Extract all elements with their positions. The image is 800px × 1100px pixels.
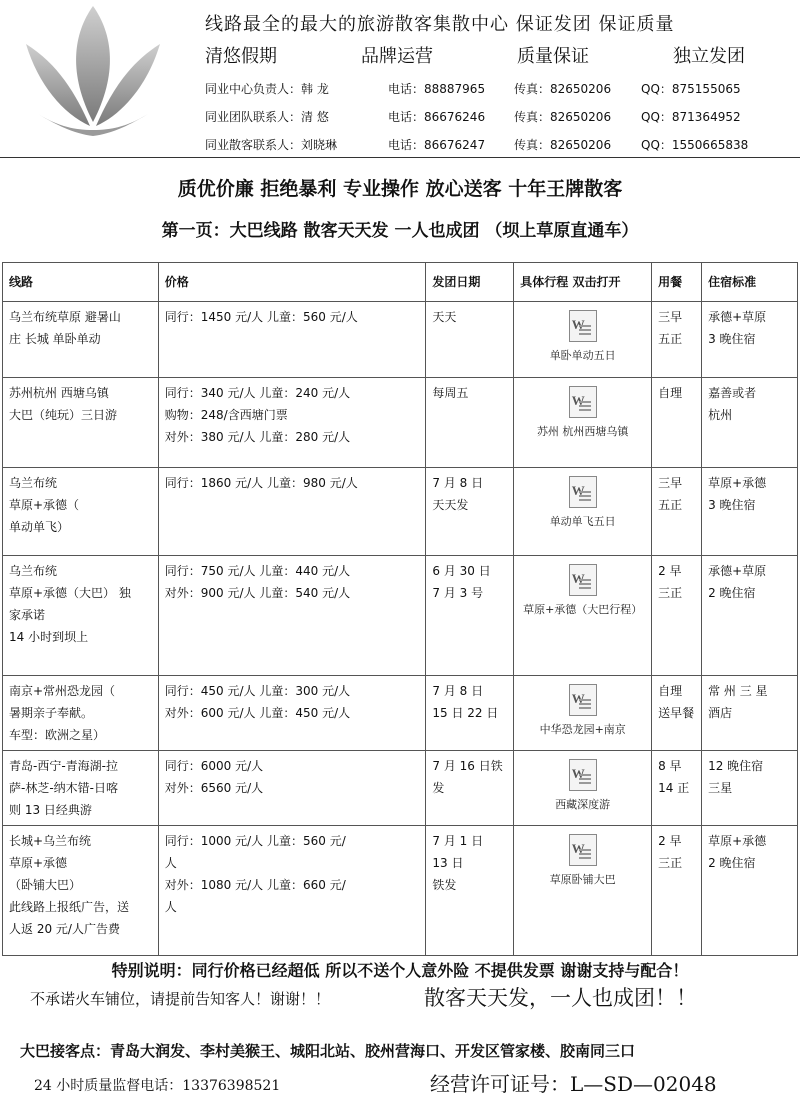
price-cell-line: 同行：6000 元/人 <box>164 759 264 773</box>
stay-cell <box>702 556 798 676</box>
itinerary-doc-name[interactable]: 中华恐龙园+南京 <box>539 723 626 736</box>
date-cell <box>426 378 514 468</box>
contact-fax: 传真：82650206 <box>514 82 612 96</box>
itinerary-doc-name[interactable]: 草原卧铺大巴 <box>549 873 616 886</box>
price-cell-line: 同行：1860 元/人 儿童：980 元/人 <box>164 476 358 490</box>
route-cell-line: （卧铺大巴） <box>9 878 82 892</box>
date-cell-line: 7 月 8 日 <box>432 476 484 490</box>
stay-cell <box>702 751 798 826</box>
meal-cell-line: 2 早 <box>658 834 682 848</box>
meal-cell-line: 自理 <box>658 684 683 698</box>
routes-table <box>2 262 798 956</box>
route-cell <box>3 378 159 468</box>
price-cell <box>158 826 426 956</box>
stay-cell-line: 承德+草原 <box>708 564 767 578</box>
itinerary-doc-name[interactable]: 单卧单动五日 <box>549 349 616 362</box>
route-cell-line: 此线路上报纸广告，送 <box>9 900 130 914</box>
stay-cell-line: 草原+承德 <box>708 834 767 848</box>
service-item: 清悠假期 <box>205 46 277 67</box>
route-cell-line: 长城+乌兰布统 <box>9 834 92 848</box>
price-cell-line: 对外：600 元/人 儿童：450 元/人 <box>164 706 351 720</box>
price-cell-line: 同行：750 元/人 儿童：440 元/人 <box>164 564 351 578</box>
itinerary-doc-name[interactable]: 西藏深度游 <box>555 798 611 811</box>
contact-row <box>205 108 800 125</box>
itinerary-cell[interactable] <box>514 302 652 378</box>
word-document-icon[interactable] <box>569 386 597 418</box>
route-cell-line: 乌兰布统 <box>9 476 58 490</box>
column-header: 具体行程 双击打开 <box>514 263 652 302</box>
route-cell-line: 草原+承德 <box>9 856 68 870</box>
stay-cell-line: 2 晚住宿 <box>708 856 756 870</box>
price-cell-line: 对外：1080 元/人 儿童：660 元/ <box>164 878 346 892</box>
column-header: 用餐 <box>652 263 702 302</box>
stay-cell-line: 草原+承德 <box>708 476 767 490</box>
meal-cell-line: 14 正 <box>658 781 690 795</box>
price-cell <box>158 676 426 751</box>
date-cell-line: 天天 <box>432 310 457 324</box>
route-cell-line: 草原+承德（ <box>9 498 80 512</box>
contact-qq: QQ：871364952 <box>641 110 741 124</box>
price-cell <box>158 556 426 676</box>
contact-row <box>205 80 800 97</box>
table-row <box>3 676 798 751</box>
contact-tel: 电话：86676247 <box>388 138 486 152</box>
word-document-icon[interactable] <box>569 476 597 508</box>
page-subtitle: 第一页：大巴线路 散客天天发 一人也成团 （坝上草原直通车） <box>161 221 639 241</box>
date-cell <box>426 556 514 676</box>
lotus-logo-icon <box>18 4 168 144</box>
stay-cell-line: 2 晚住宿 <box>708 586 756 600</box>
word-document-icon[interactable] <box>569 834 597 866</box>
date-cell <box>426 676 514 751</box>
contact-role: 同业团队联系人：清 悠 <box>205 110 329 124</box>
slogan: 质优价廉 拒绝暴利 专业操作 放心送客 十年王牌散客 <box>177 178 623 200</box>
stay-cell-line: 三星 <box>708 781 733 795</box>
quality-hotline: 24 小时质量监督电话：13376398521 <box>34 1078 281 1094</box>
stay-cell <box>702 302 798 378</box>
price-cell <box>158 751 426 826</box>
meal-cell <box>652 556 702 676</box>
price-cell <box>158 302 426 378</box>
itinerary-cell[interactable] <box>514 468 652 556</box>
route-cell-line: 乌兰布统草原 避暑山 <box>9 310 121 324</box>
meal-cell <box>652 378 702 468</box>
stay-cell-line: 3 晚住宿 <box>708 332 756 346</box>
table-row <box>3 556 798 676</box>
itinerary-cell[interactable] <box>514 556 652 676</box>
stay-cell-line: 酒店 <box>708 706 733 720</box>
stay-cell-line: 3 晚住宿 <box>708 498 756 512</box>
contact-role: 同业散客联系人：刘晓琳 <box>205 138 338 152</box>
column-header: 线路 <box>3 263 159 302</box>
word-document-icon[interactable] <box>569 759 597 791</box>
contact-fax: 传真：82650206 <box>514 138 612 152</box>
date-cell-line: 铁发 <box>432 878 457 892</box>
route-cell-line: 单动单飞） <box>9 520 70 534</box>
route-cell-line: 则 13 日经典游 <box>9 803 92 817</box>
contact-qq: QQ：1550665838 <box>641 138 749 152</box>
meal-cell-line: 2 早 <box>658 564 682 578</box>
itinerary-cell[interactable] <box>514 751 652 826</box>
route-cell-line: 苏州杭州 西塘乌镇 <box>9 386 109 400</box>
route-cell-line: 家承诺 <box>9 608 46 622</box>
header <box>0 0 800 160</box>
stay-cell <box>702 378 798 468</box>
route-cell-line: 车型：欧洲之星） <box>9 728 106 742</box>
service-item: 独立发团 <box>673 46 745 67</box>
stay-cell <box>702 468 798 556</box>
date-cell-line: 发 <box>432 781 445 795</box>
word-document-icon[interactable] <box>569 310 597 342</box>
service-list <box>205 42 745 68</box>
table-row <box>3 826 798 956</box>
license-number: 经营许可证号：L—SD—02048 <box>430 1072 717 1096</box>
meal-cell <box>652 676 702 751</box>
route-cell <box>3 468 159 556</box>
date-cell-line: 15 日 22 日 <box>432 706 499 720</box>
route-cell-line: 乌兰布统 <box>9 564 58 578</box>
date-cell-line: 7 月 1 日 <box>432 834 484 848</box>
stay-cell <box>702 826 798 956</box>
column-header: 住宿标准 <box>702 263 798 302</box>
route-cell-line: 14 小时到坝上 <box>9 630 89 644</box>
stay-cell-line: 常 州 三 星 <box>708 684 768 698</box>
meal-cell <box>652 302 702 378</box>
route-cell-line: 人返 20 元/人广告费 <box>9 922 120 936</box>
itinerary-doc-name[interactable]: 苏州 杭州西塘乌镇 <box>536 425 629 438</box>
stay-cell <box>702 676 798 751</box>
contact-tel: 电话：86676246 <box>388 110 486 124</box>
stay-cell-line: 嘉善或者 <box>708 386 757 400</box>
meal-cell-line: 五正 <box>658 498 683 512</box>
route-cell-line: 暑期亲子奉献。 <box>9 706 94 720</box>
date-cell-line: 6 月 30 日 <box>432 564 491 578</box>
pickup-points: 大巴接客点：青岛大润发、李村美猴王、城阳北站、胶州营海口、开发区管家楼、胶南同三口 <box>20 1042 636 1060</box>
special-notice: 特别说明：同行价格已经超低 所以不送个人意外险 不提供发票 谢谢支持与配合！ <box>111 961 689 980</box>
table-row <box>3 302 798 378</box>
table-header-row <box>3 263 798 302</box>
header-divider <box>0 157 800 158</box>
word-document-icon[interactable] <box>569 564 597 596</box>
column-header: 发团日期 <box>426 263 514 302</box>
meal-cell <box>652 468 702 556</box>
route-cell <box>3 751 159 826</box>
date-cell <box>426 468 514 556</box>
itinerary-cell[interactable] <box>514 826 652 956</box>
meal-cell-line: 送早餐 <box>658 706 695 720</box>
itinerary-doc-name[interactable]: 单动单飞五日 <box>549 515 616 528</box>
stay-cell-line: 杭州 <box>708 408 733 422</box>
stay-cell-line: 12 晚住宿 <box>708 759 764 773</box>
date-cell-line: 7 月 8 日 <box>432 684 484 698</box>
table-row <box>3 378 798 468</box>
price-cell-line: 对外：6560 元/人 <box>164 781 264 795</box>
price-cell-line: 购物：248/含西塘门票 <box>164 408 288 422</box>
contact-qq: QQ：875155065 <box>641 82 741 96</box>
price-cell-line: 同行：1000 元/人 儿童：560 元/ <box>164 834 346 848</box>
price-cell <box>158 378 426 468</box>
meal-cell <box>652 826 702 956</box>
price-cell-line: 人 <box>164 856 177 870</box>
route-cell <box>3 556 159 676</box>
price-cell-line: 同行：340 元/人 儿童：240 元/人 <box>164 386 351 400</box>
contact-row <box>205 136 800 153</box>
route-cell <box>3 826 159 956</box>
date-cell <box>426 826 514 956</box>
date-cell-line: 天天发 <box>432 498 469 512</box>
route-cell <box>3 676 159 751</box>
contact-tel: 电话：88887965 <box>388 82 486 96</box>
meal-cell-line: 自理 <box>658 386 683 400</box>
meal-cell-line: 8 早 <box>658 759 682 773</box>
itinerary-doc-name[interactable]: 草原+承德（大巴行程） <box>523 603 643 616</box>
meal-cell-line: 三正 <box>658 856 683 870</box>
route-cell-line: 萨-林芝-纳木错-日喀 <box>9 781 118 795</box>
stay-cell-line: 承德+草原 <box>708 310 767 324</box>
tagline: 线路最全的最大的旅游散客集散中心 保证发团 保证质量 <box>205 14 675 35</box>
date-cell-line: 7 月 16 日铁 <box>432 759 503 773</box>
meal-cell-line: 三正 <box>658 586 683 600</box>
date-cell-line: 7 月 3 号 <box>432 586 484 600</box>
route-cell-line: 庄 长城 单卧单动 <box>9 332 101 346</box>
price-cell-line: 对外：900 元/人 儿童：540 元/人 <box>164 586 351 600</box>
price-cell-line: 人 <box>164 900 177 914</box>
price-cell-line: 同行：1450 元/人 儿童：560 元/人 <box>164 310 358 324</box>
route-cell <box>3 302 159 378</box>
train-berth-note: 不承诺火车铺位，请提前告知客人！谢谢！！ <box>30 990 331 1008</box>
daily-departure-note: 散客天天发，一人也成团！！ <box>424 986 697 1010</box>
word-document-icon[interactable] <box>569 684 597 716</box>
date-cell-line: 13 日 <box>432 856 464 870</box>
price-cell-line: 同行：450 元/人 儿童：300 元/人 <box>164 684 351 698</box>
date-cell <box>426 751 514 826</box>
date-cell-line: 每周五 <box>432 386 469 400</box>
meal-cell-line: 三早 <box>658 476 683 490</box>
route-cell-line: 南京+常州恐龙园（ <box>9 684 116 698</box>
meal-cell-line: 五正 <box>658 332 683 346</box>
meal-cell <box>652 751 702 826</box>
price-cell-line: 对外：380 元/人 儿童：280 元/人 <box>164 430 351 444</box>
service-item: 质量保证 <box>517 46 589 67</box>
service-item: 品牌运营 <box>361 46 433 67</box>
itinerary-cell[interactable] <box>514 676 652 751</box>
contact-role: 同业中心负责人：韩 龙 <box>205 82 329 96</box>
route-cell-line: 青岛-西宁-青海湖-拉 <box>9 759 118 773</box>
table-row <box>3 468 798 556</box>
meal-cell-line: 三早 <box>658 310 683 324</box>
itinerary-cell[interactable] <box>514 378 652 468</box>
date-cell <box>426 302 514 378</box>
route-cell-line: 草原+承德（大巴） 独 <box>9 586 131 600</box>
price-cell <box>158 468 426 556</box>
contact-fax: 传真：82650206 <box>514 110 612 124</box>
column-header: 价格 <box>158 263 426 302</box>
route-cell-line: 大巴（纯玩）三日游 <box>9 408 118 422</box>
table-row <box>3 751 798 826</box>
